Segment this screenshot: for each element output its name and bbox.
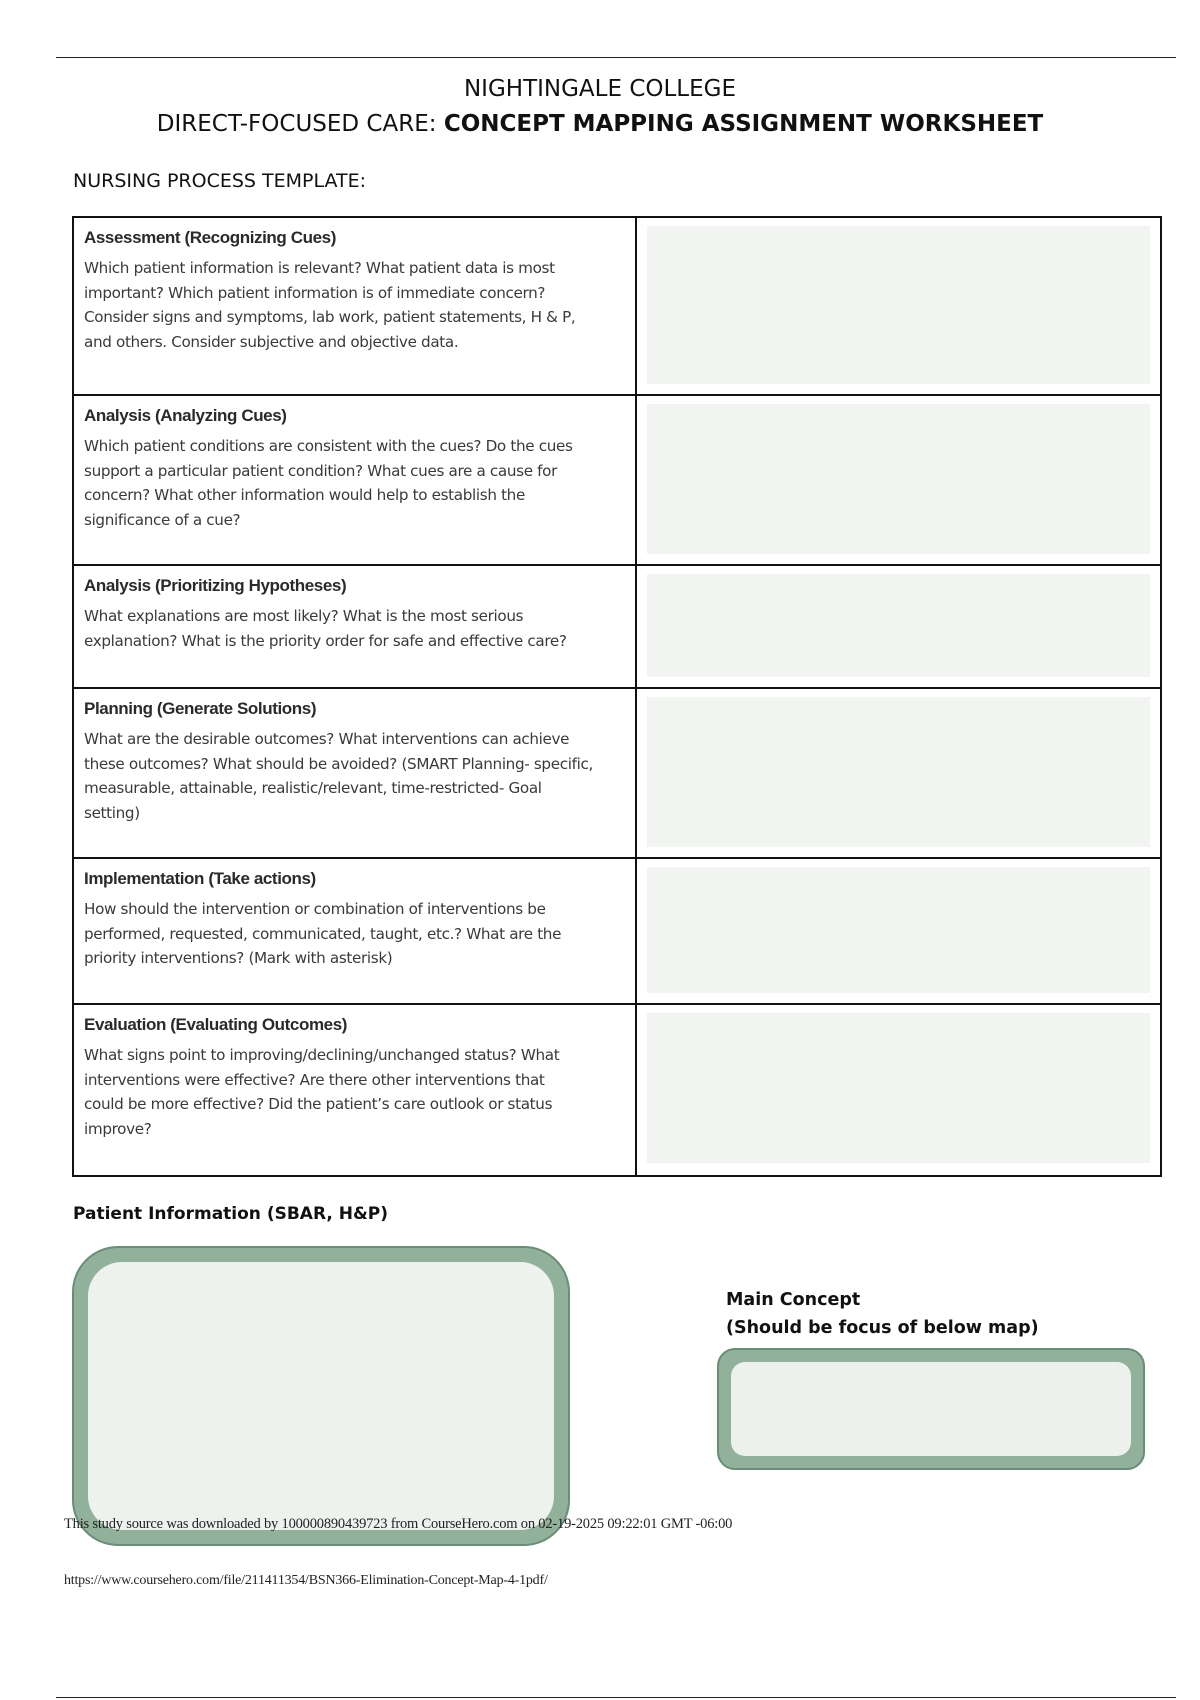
- source-url[interactable]: https://www.coursehero.com/file/211411354/BSN366-Elimination-Concept-Map-4-1pdf/: [64, 1573, 548, 1588]
- step-line: What are the desirable outcomes? What interventions can achieve: [84, 730, 570, 748]
- step-line: significance of a cue?: [84, 510, 241, 529]
- step-line: interventions were effective? Are there other interventions that: [84, 1070, 545, 1089]
- step-title: Analysis (Prioritizing Hypotheses): [84, 576, 347, 595]
- answer-cell-hypotheses[interactable]: [636, 565, 1161, 688]
- nursing-process-table: [72, 216, 1162, 1177]
- main-concept-title: Main Concept: [726, 1290, 861, 1310]
- answer-cell-evaluation[interactable]: [636, 1004, 1161, 1176]
- step-line: How should the intervention or combination of interventions be: [84, 900, 546, 918]
- step-line: Consider signs and symptoms, lab work, patient statements, H & P,: [84, 308, 576, 326]
- step-description: [84, 1043, 625, 1141]
- answer-field[interactable]: [647, 226, 1150, 384]
- step-description: [84, 256, 625, 354]
- step-line: important? Which patient information is of immediate concern?: [84, 283, 546, 302]
- step-label-cell: [73, 395, 636, 565]
- step-title: Implementation (Take actions): [84, 869, 316, 888]
- step-line: Which patient information is relevant? What patient data is most: [84, 259, 555, 277]
- step-line: performed, requested, communicated, taught, etc.? What are the: [84, 924, 562, 943]
- step-line: What signs point to improving/declining/unchanged status? What: [84, 1046, 560, 1064]
- worksheet-title: [0, 107, 1200, 142]
- worksheet-title-prefix: DIRECT-FOCUSED CARE:: [156, 111, 444, 137]
- step-title: Planning (Generate Solutions): [84, 699, 317, 718]
- table-row: [73, 858, 1161, 1004]
- step-line: these outcomes? What should be avoided? (SMART Planning- specific,: [84, 754, 593, 773]
- step-line: priority interventions? (Mark with asterisk): [84, 949, 393, 967]
- answer-field[interactable]: [647, 404, 1150, 554]
- answer-field[interactable]: [647, 574, 1150, 677]
- table-row: [73, 688, 1161, 858]
- answer-cell-implementation[interactable]: [636, 858, 1161, 1004]
- download-source-note: This study source was downloaded by 100000890439723 from CourseHero.com on 02-19-2025 09:22:01 GMT -06:00: [64, 1516, 733, 1532]
- step-description: [84, 604, 625, 653]
- table-row: [73, 1004, 1161, 1176]
- bottom-rule: [56, 1697, 1176, 1698]
- worksheet-title-bold: CONCEPT MAPPING ASSIGNMENT WORKSHEET: [443, 111, 1044, 137]
- top-rule: [56, 57, 1176, 58]
- main-concept-box[interactable]: [717, 1348, 1145, 1470]
- step-title: Analysis (Analyzing Cues): [84, 406, 287, 425]
- answer-field[interactable]: [647, 867, 1150, 993]
- step-label-cell: [73, 858, 636, 1004]
- step-label-cell: [73, 565, 636, 688]
- step-line: setting): [84, 803, 140, 822]
- answer-cell-analysis-cues[interactable]: [636, 395, 1161, 565]
- table-row: [73, 395, 1161, 565]
- patient-info-field[interactable]: [88, 1262, 554, 1530]
- document-title: [0, 72, 1200, 142]
- step-description: [84, 434, 625, 532]
- step-description: [84, 897, 625, 971]
- step-line: support a particular patient condition? What cues are a cause for: [84, 461, 558, 480]
- table-row: [73, 565, 1161, 688]
- college-name: NIGHTINGALE COLLEGE: [463, 76, 737, 102]
- step-line: and others. Consider subjective and objective data.: [84, 332, 459, 351]
- step-line: concern? What other information would help to establish the: [84, 486, 525, 504]
- patient-info-box[interactable]: [72, 1246, 570, 1546]
- answer-cell-planning[interactable]: [636, 688, 1161, 858]
- step-description: [84, 727, 625, 825]
- template-heading: NURSING PROCESS TEMPLATE:: [73, 170, 367, 192]
- step-label-cell: [73, 1004, 636, 1176]
- step-line: measurable, attainable, realistic/relevant, time-restricted- Goal: [84, 779, 542, 797]
- patient-info-label: Patient Information (SBAR, H&P): [73, 1204, 389, 1224]
- main-concept-label: [726, 1286, 1039, 1342]
- step-line: explanation? What is the priority order for safe and effective care?: [84, 631, 567, 650]
- answer-field[interactable]: [647, 1013, 1150, 1163]
- step-title: Assessment (Recognizing Cues): [84, 228, 336, 247]
- step-line: What explanations are most likely? What is the most serious: [84, 607, 524, 625]
- step-label-cell: [73, 688, 636, 858]
- step-line: improve?: [84, 1119, 152, 1138]
- main-concept-field[interactable]: [731, 1362, 1131, 1456]
- step-label-cell: [73, 217, 636, 395]
- step-line: could be more effective? Did the patient’s care outlook or status: [84, 1095, 553, 1113]
- step-line: Which patient conditions are consistent with the cues? Do the cues: [84, 437, 573, 455]
- main-concept-subtitle: (Should be focus of below map): [726, 1318, 1039, 1338]
- answer-field[interactable]: [647, 697, 1150, 847]
- table-row: [73, 217, 1161, 395]
- answer-cell-assessment[interactable]: [636, 217, 1161, 395]
- step-title: Evaluation (Evaluating Outcomes): [84, 1015, 348, 1034]
